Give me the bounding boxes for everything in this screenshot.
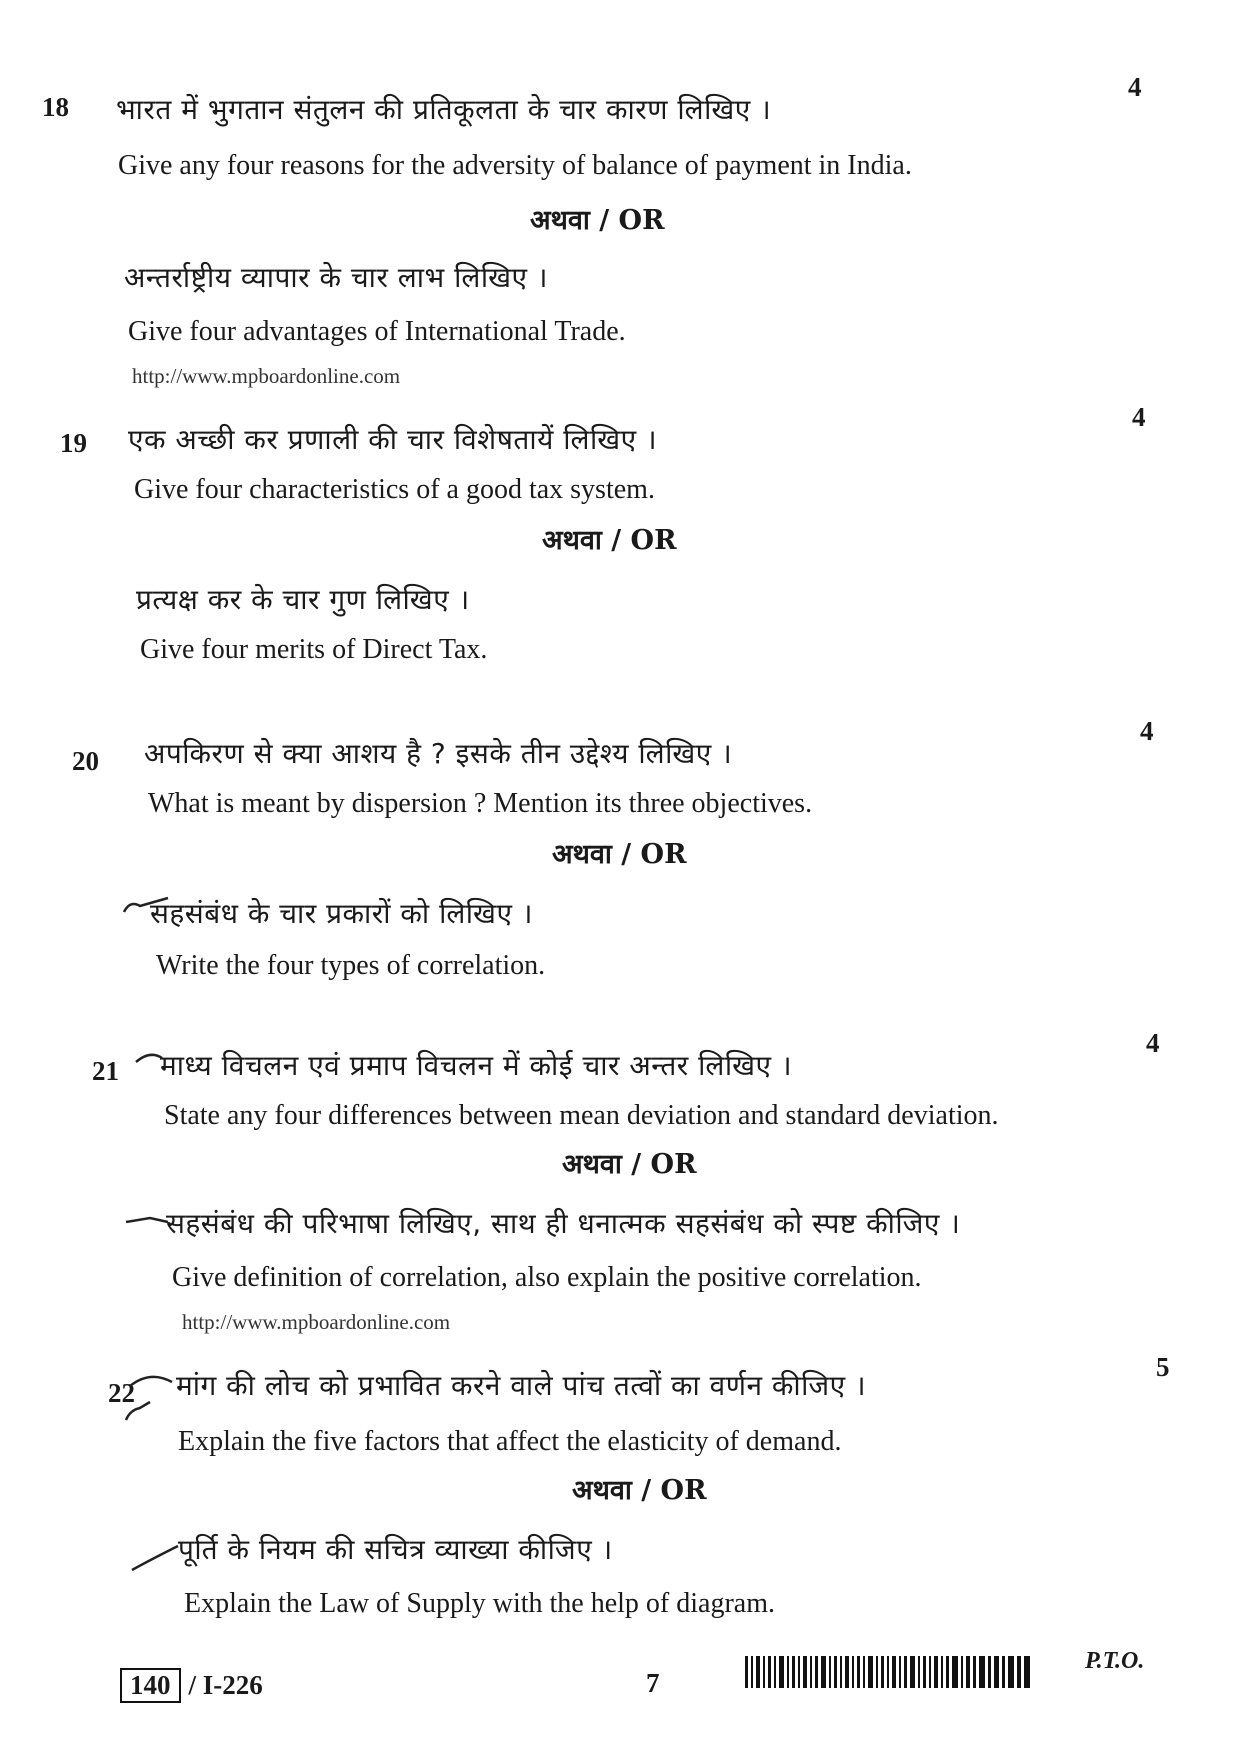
source-url: http://www.mpboardonline.com — [182, 1310, 451, 1334]
question-hindi: माध्य विचलन एवं प्रमाप विचलन में कोई चार अन्तर लिखिए । — [160, 1049, 793, 1082]
question-marks: 4 — [1128, 72, 1142, 102]
question-number: 22 — [108, 1378, 135, 1408]
please-turn-over: P.T.O. — [1085, 1648, 1145, 1674]
question-hindi: अपकिरण से क्या आशय है ? इसके तीन उद्देश्य लिखिए । — [144, 737, 733, 770]
paper-code-suffix: / I-226 — [188, 1670, 263, 1700]
question-number: 18 — [42, 92, 69, 122]
paper-code-box: 140 — [120, 1668, 181, 1703]
or-label: अथवा / OR — [542, 525, 677, 556]
question-hindi: मांग की लोच को प्रभावित करने वाले पांच तत्वों का वर्णन कीजिए । — [176, 1369, 867, 1402]
question-english: Give four characteristics of a good tax system. — [134, 474, 655, 505]
alt-question-hindi: प्रत्यक्ष कर के चार गुण लिखिए । — [136, 583, 470, 616]
alt-question-english: Give definition of correlation, also explain the positive correlation. — [172, 1262, 922, 1293]
barcode-icon — [745, 1652, 1075, 1692]
or-label: अथवा / OR — [562, 1149, 697, 1180]
question-marks: 5 — [1156, 1352, 1170, 1382]
alt-question-hindi: अन्तर्राष्ट्रीय व्यापार के चार लाभ लिखिए । — [124, 261, 548, 294]
alt-question-english: Write the four types of correlation. — [156, 950, 546, 981]
paper-code — [120, 1668, 263, 1703]
or-label: अथवा / OR — [552, 839, 687, 870]
question-marks: 4 — [1132, 402, 1146, 432]
question-hindi: एक अच्छी कर प्रणाली की चार विशेषतायें लिखिए । — [128, 423, 658, 456]
question-marks: 4 — [1140, 716, 1154, 746]
question-hindi: भारत में भुगतान संतुलन की प्रतिकूलता के चार कारण लिखिए । — [116, 93, 772, 126]
or-label: अथवा / OR — [572, 1475, 707, 1506]
question-english: State any four differences between mean deviation and standard deviation. — [164, 1100, 999, 1131]
alt-question-english: Give four merits of Direct Tax. — [140, 634, 488, 665]
question-number: 19 — [60, 428, 87, 458]
alt-question-english: Explain the Law of Supply with the help of diagram. — [184, 1588, 775, 1619]
or-label: अथवा / OR — [530, 205, 665, 236]
page-number: 7 — [646, 1668, 660, 1698]
alt-question-hindi: पूर्ति के नियम की सचित्र व्याख्या कीजिए । — [178, 1533, 613, 1566]
question-english: Explain the five factors that affect the elasticity of demand. — [178, 1426, 842, 1457]
source-url: http://www.mpboardonline.com — [132, 364, 401, 388]
question-number: 21 — [92, 1056, 119, 1086]
alt-question-hindi: सहसंबंध की परिभाषा लिखिए, साथ ही धनात्मक सहसंबंध को स्पष्ट कीजिए । — [166, 1207, 961, 1240]
question-marks: 4 — [1146, 1028, 1160, 1058]
question-number: 20 — [72, 746, 99, 776]
alt-question-hindi: सहसंबंध के चार प्रकारों को लिखिए । — [150, 897, 533, 930]
question-english: Give any four reasons for the adversity of balance of payment in India. — [118, 150, 912, 181]
question-english: What is meant by dispersion ? Mention its three objectives. — [148, 788, 813, 819]
alt-question-english: Give four advantages of International Trade. — [128, 316, 626, 347]
